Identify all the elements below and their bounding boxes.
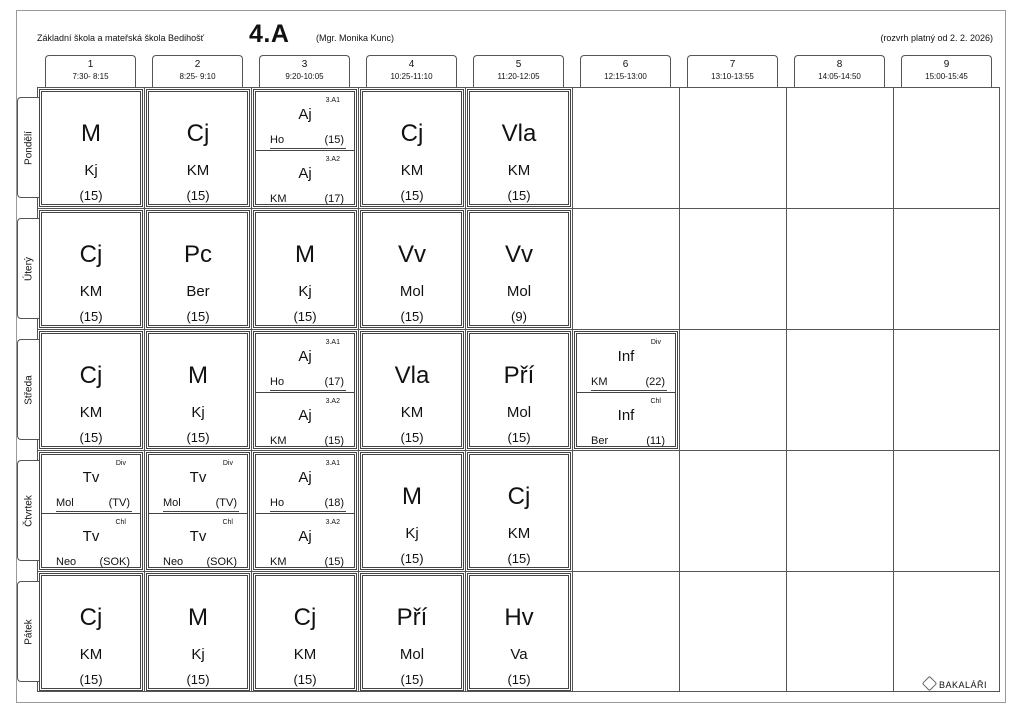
- brand-name: BAKALÁŘI: [938, 680, 987, 690]
- day-name: Pátek: [23, 618, 34, 645]
- room: (15): [186, 430, 210, 445]
- teacher: Ber: [186, 283, 210, 300]
- teacher: KM: [79, 404, 103, 421]
- subject: Cj: [293, 604, 317, 631]
- timetable-header: [17, 11, 1005, 55]
- bakalari-logo-icon: [922, 676, 938, 692]
- subject: Pc: [183, 241, 212, 268]
- teacher: Mol: [399, 646, 425, 663]
- lesson-group: [149, 455, 247, 513]
- teacher: Kj: [298, 283, 312, 300]
- period-tab-3: [259, 55, 350, 87]
- group-name: Chl: [115, 519, 126, 526]
- lesson-cell[interactable]: [576, 333, 676, 447]
- lesson-cell[interactable]: [469, 454, 569, 568]
- class-teacher: (Mgr. Monika Kunc): [316, 33, 395, 43]
- lesson-cell[interactable]: [255, 333, 355, 447]
- teacher: KM: [270, 556, 287, 568]
- group-divider: [270, 511, 346, 512]
- valid-from: (rozvrh platný od 2. 2. 2026): [880, 33, 993, 43]
- grid-column-divider: [786, 88, 787, 691]
- subject: Vv: [504, 241, 533, 268]
- class-name: 4.A: [249, 20, 290, 48]
- period-time: 12:15-13:00: [604, 72, 647, 81]
- lesson-group: [256, 92, 354, 150]
- subject: Vla: [501, 120, 537, 147]
- subject: Tv: [189, 469, 207, 486]
- subject: Tv: [82, 469, 100, 486]
- subject: Vv: [397, 241, 426, 268]
- lesson-cell[interactable]: [362, 454, 462, 568]
- subject: Cj: [79, 604, 103, 631]
- room: (15): [186, 672, 210, 687]
- lesson-group: [577, 392, 675, 451]
- lesson-cell[interactable]: [148, 575, 248, 689]
- subject: Cj: [507, 483, 531, 510]
- teacher: KM: [270, 435, 287, 447]
- subject: Hv: [504, 604, 534, 631]
- period-number: 1: [87, 59, 94, 70]
- teacher: Ber: [591, 435, 609, 447]
- room: (15): [400, 430, 424, 445]
- lesson-cell[interactable]: [362, 575, 462, 689]
- room: (15): [400, 551, 424, 566]
- grid-column-divider: [679, 88, 680, 691]
- group-name: 3.A2: [325, 398, 340, 405]
- subject: Pří: [396, 604, 428, 631]
- room: (TV): [215, 497, 237, 509]
- grid-row-divider: [38, 208, 999, 209]
- grid-row-divider: [38, 450, 999, 451]
- period-tab-7: [687, 55, 778, 87]
- teacher: Mol: [163, 497, 181, 509]
- teacher: Mol: [399, 283, 425, 300]
- period-number: 5: [515, 59, 522, 70]
- subject: Aj: [298, 348, 312, 365]
- lesson-group: [256, 392, 354, 451]
- period-tab-4: [366, 55, 457, 87]
- teacher: Kj: [191, 404, 205, 421]
- lesson-cell[interactable]: [469, 333, 569, 447]
- lesson-group: [149, 513, 247, 572]
- subject: M: [295, 241, 315, 268]
- lesson-group: [577, 334, 675, 392]
- subject: Aj: [298, 165, 312, 182]
- subject: Cj: [400, 120, 424, 147]
- lesson-cell[interactable]: [469, 91, 569, 205]
- period-number: 2: [194, 59, 201, 70]
- subject: M: [188, 604, 208, 631]
- room: (15): [324, 435, 344, 447]
- group-divider: [56, 511, 132, 512]
- period-time: 9:20-10:05: [285, 72, 324, 81]
- subject: Inf: [617, 348, 635, 365]
- room: (SOK): [99, 556, 130, 568]
- teacher: Ho: [270, 134, 285, 146]
- room: (15): [507, 188, 531, 203]
- teacher: KM: [79, 283, 103, 300]
- grid-column-divider: [358, 88, 359, 691]
- room: (TV): [108, 497, 130, 509]
- lesson-cell[interactable]: [362, 333, 462, 447]
- day-name: Úterý: [23, 256, 34, 281]
- period-time: 15:00-15:45: [925, 72, 968, 81]
- lesson-cell[interactable]: [362, 212, 462, 326]
- lesson-cell[interactable]: [255, 454, 355, 568]
- teacher: Ho: [270, 376, 285, 388]
- period-time: 11:20-12:05: [497, 72, 540, 81]
- teacher: KM: [293, 646, 317, 663]
- teacher: KM: [507, 525, 531, 542]
- day-tab-3: [17, 339, 39, 440]
- lesson-group: [42, 455, 140, 513]
- group-name: 3.A2: [325, 519, 340, 526]
- teacher: KM: [591, 376, 608, 388]
- period-number: 8: [836, 59, 843, 70]
- subject: M: [188, 362, 208, 389]
- timetable-grid: [37, 87, 1000, 692]
- brand-footer: [924, 678, 987, 690]
- room: (SOK): [206, 556, 237, 568]
- grid-row-divider: [38, 329, 999, 330]
- subject: Aj: [298, 528, 312, 545]
- teacher: Kj: [84, 162, 98, 179]
- group-name: Div: [115, 460, 126, 467]
- lesson-cell[interactable]: [41, 575, 141, 689]
- timetable-sheet: [16, 10, 1006, 703]
- room: (18): [324, 497, 344, 509]
- teacher: KM: [507, 162, 531, 179]
- period-time: 7:30- 8:15: [72, 72, 109, 81]
- lesson-cell[interactable]: [148, 333, 248, 447]
- subject: Aj: [298, 469, 312, 486]
- room: (15): [400, 309, 424, 324]
- period-number: 9: [943, 59, 950, 70]
- group-name: 3.A2: [325, 156, 340, 163]
- subject: Cj: [79, 362, 103, 389]
- room: (11): [646, 435, 665, 447]
- lesson-cell[interactable]: [255, 212, 355, 326]
- lesson-cell[interactable]: [255, 575, 355, 689]
- teacher: Mol: [56, 497, 74, 509]
- period-time: 8:25- 9:10: [179, 72, 216, 81]
- grid-column-divider: [465, 88, 466, 691]
- room: (15): [507, 551, 531, 566]
- group-divider: [163, 511, 239, 512]
- teacher: Neo: [56, 556, 77, 568]
- group-name: Div: [222, 460, 233, 467]
- subject: Cj: [186, 120, 210, 147]
- room: (22): [645, 376, 665, 388]
- group-name: 3.A1: [325, 339, 340, 346]
- period-tab-6: [580, 55, 671, 87]
- period-time: 13:10-13:55: [711, 72, 754, 81]
- lesson-cell[interactable]: [255, 91, 355, 205]
- group-name: 3.A1: [325, 460, 340, 467]
- lesson-cell[interactable]: [41, 454, 141, 568]
- grid-column-divider: [251, 88, 252, 691]
- lesson-cell[interactable]: [148, 91, 248, 205]
- day-tab-1: [17, 97, 39, 198]
- subject: M: [402, 483, 422, 510]
- teacher: Mol: [506, 283, 532, 300]
- lesson-cell[interactable]: [41, 212, 141, 326]
- period-number: 4: [408, 59, 415, 70]
- group-divider: [270, 148, 346, 149]
- subject: Tv: [189, 528, 207, 545]
- period-time: 14:05-14:50: [818, 72, 861, 81]
- lesson-cell[interactable]: [41, 91, 141, 205]
- room: (9): [511, 309, 527, 324]
- grid-column-divider: [144, 88, 145, 691]
- group-divider: [270, 390, 346, 391]
- grid-column-divider: [572, 88, 573, 691]
- teacher: Neo: [163, 556, 184, 568]
- lesson-group: [42, 513, 140, 572]
- subject: Inf: [617, 407, 635, 424]
- period-tab-5: [473, 55, 564, 87]
- lesson-group: [256, 334, 354, 392]
- lesson-group: [256, 455, 354, 513]
- period-time: 10:25-11:10: [390, 72, 433, 81]
- subject: Pří: [503, 362, 535, 389]
- group-name: Chl: [222, 519, 233, 526]
- grid-column-divider: [893, 88, 894, 691]
- room: (15): [186, 309, 210, 324]
- room: (15): [400, 672, 424, 687]
- school-name: Základní škola a mateřská škola Bedihošť: [37, 33, 204, 43]
- room: (15): [293, 309, 317, 324]
- room: (15): [507, 430, 531, 445]
- lesson-cell[interactable]: [469, 575, 569, 689]
- lesson-cell[interactable]: [148, 454, 248, 568]
- room: (15): [79, 309, 103, 324]
- teacher: Va: [510, 646, 528, 663]
- day-tab-2: [17, 218, 39, 319]
- day-tab-4: [17, 460, 39, 561]
- group-divider: [591, 390, 667, 391]
- teacher: KM: [400, 162, 424, 179]
- lesson-cell[interactable]: [362, 91, 462, 205]
- teacher: KM: [79, 646, 103, 663]
- teacher: Kj: [191, 646, 205, 663]
- period-number: 3: [301, 59, 308, 70]
- lesson-cell[interactable]: [148, 212, 248, 326]
- subject: Aj: [298, 407, 312, 424]
- room: (15): [79, 430, 103, 445]
- teacher: KM: [186, 162, 210, 179]
- period-tab-9: [901, 55, 992, 87]
- room: (15): [324, 556, 344, 568]
- day-name: Středa: [23, 374, 34, 405]
- room: (15): [400, 188, 424, 203]
- room: (15): [293, 672, 317, 687]
- room: (15): [186, 188, 210, 203]
- period-tab-2: [152, 55, 243, 87]
- subject: M: [81, 120, 101, 147]
- room: (17): [324, 193, 344, 205]
- group-name: Chl: [650, 398, 661, 405]
- group-name: 3.A1: [325, 97, 340, 104]
- period-number: 7: [729, 59, 736, 70]
- room: (17): [324, 376, 344, 388]
- day-tab-5: [17, 581, 39, 682]
- lesson-cell[interactable]: [469, 212, 569, 326]
- teacher: KM: [400, 404, 424, 421]
- subject: Cj: [79, 241, 103, 268]
- teacher: KM: [270, 193, 287, 205]
- lesson-group: [256, 150, 354, 209]
- room: (15): [79, 188, 103, 203]
- subject: Vla: [394, 362, 430, 389]
- group-name: Div: [650, 339, 661, 346]
- subject: Tv: [82, 528, 100, 545]
- subject: Aj: [298, 106, 312, 123]
- period-number: 6: [622, 59, 629, 70]
- period-tab-1: [45, 55, 136, 87]
- period-tab-8: [794, 55, 885, 87]
- lesson-cell[interactable]: [41, 333, 141, 447]
- room: (15): [507, 672, 531, 687]
- lesson-group: [256, 513, 354, 572]
- day-name: Pondělí: [23, 130, 34, 165]
- room: (15): [324, 134, 344, 146]
- day-name: Čtvrtek: [23, 494, 34, 527]
- teacher: Kj: [405, 525, 419, 542]
- room: (15): [79, 672, 103, 687]
- teacher: Mol: [506, 404, 532, 421]
- teacher: Ho: [270, 497, 285, 509]
